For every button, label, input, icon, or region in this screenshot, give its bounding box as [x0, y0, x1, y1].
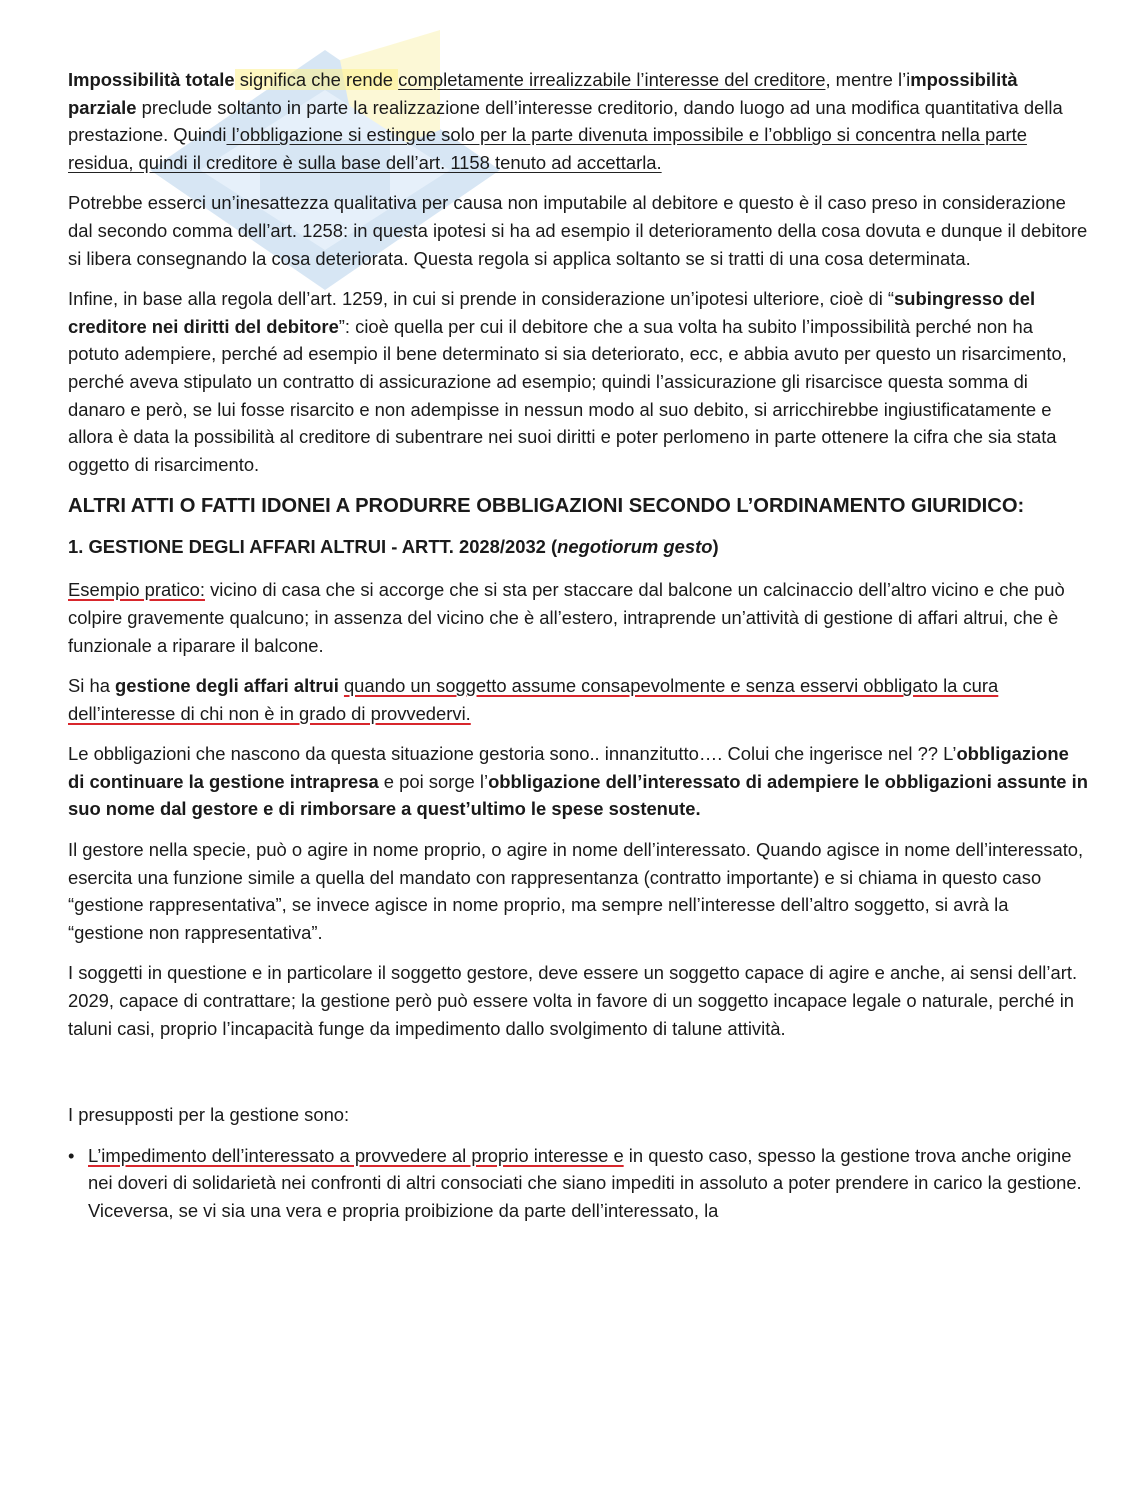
paragraph-esempio	[68, 576, 1088, 659]
underlined-text: L’impedimento dell’interessato a provvedere al proprio interesse e	[88, 1144, 624, 1166]
paragraph-presupposti: I presupposti per la gestione sono:	[68, 1104, 350, 1126]
text: Infine, in base alla regola dell’art. 1259, in cui si prende in considerazione un’ipotesi ulteriore, cioè di “	[68, 288, 895, 310]
term-obbligazione-interessato: obbligazione dell’interessato di adempiere le obbligazioni assunte in suo nome dal gestore e di rimborsare a quest’ultimo le spese sostenute.	[68, 770, 1088, 820]
text: vicino di casa che si accorge che si sta per staccare dal balcone un calcinaccio dell’altro vicino e che può colpire gravemente qualcuno; in assenza del vicino che è all’estero, intraprende un’attività di gestione di affari altrui, che è funzionale a riparare il balcone.	[68, 579, 1065, 656]
paragraph-impossibilita	[68, 66, 1088, 176]
underlined-text: l’obbligazione si estingue solo per la parte divenuta impossibile e l’obbligo si concentra nella parte residua, quindi il creditore è sulla base dell’art. 1158 tenuto ad accettarla.	[68, 124, 1027, 173]
text: , mentre l’i	[825, 69, 911, 90]
paragraph-soggetti: I soggetti in questione e in particolare il soggetto gestore, deve essere un soggetto capace di agire e anche, ai sensi dell’art. 2029, capace di contrattare; la gestione però può essere volta in favore di un soggetto incapace legale o naturale, perché in taluni casi, proprio l’incapacità funge da impedimento dallo svolgimento di talune attività.	[68, 962, 1078, 1039]
underlined-text: completamente irrealizzabile l’interesse del creditore	[398, 69, 826, 90]
term-obbligazione-continuare: obbligazione di continuare la gestione intrapresa	[68, 743, 1069, 792]
latin-term: negotiorum gesto	[557, 536, 713, 558]
paragraph-obbligazioni	[68, 740, 1088, 823]
bullet-icon: •	[68, 1144, 75, 1166]
term-impossibilita-parziale: mpossibilità parziale	[68, 69, 1018, 118]
term-impossibilita-totale: Impossibilità totale	[68, 69, 235, 90]
underlined-definition: quando un soggetto assume consapevolmente e senza esservi obbligato la cura dell’interesse di chi non è in grado di provvedervi.	[68, 675, 999, 724]
paragraph-gestore: Il gestore nella specie, può o agire in nome proprio, o agire in nome dell’interessato. Quando agisce in nome dell’interessato, esercita una funzione simile a quella del mandato con rappresentanza (contratto importante) e si chiama in questo caso “gestione rappresentativa”, se invece agisce in nome proprio, ma sempre nell’interesse dell’altro soggetto, si avrà la “gestione non rappresentativa”.	[68, 839, 1084, 943]
presupposti-list	[68, 1142, 1088, 1225]
list-item	[68, 1142, 1088, 1225]
text: preclude soltanto in parte la realizzazione dell’interesse creditorio, dando luogo ad una modifica quantitativa della prestazione. Quindi	[68, 96, 1063, 146]
text: Le obbligazioni che nascono da questa situazione gestoria sono.. innanzitutto…. Colui che ingerisce nel ?? L’	[68, 743, 957, 765]
text: )	[712, 536, 719, 558]
paragraph-definizione	[68, 672, 1088, 727]
paragraph-inesattezza: Potrebbe esserci un’inesattezza qualitativa per causa non imputabile al debitore e questo è il caso preso in considerazione dal secondo comma dell’art. 1258: in questa ipotesi si ha ad esempio il deterioramento della cosa dovuta e dunque il debitore si libera consegnando la cosa deteriorata. Questa regola si applica soltanto se si tratti di una cosa determinata.	[68, 192, 1088, 269]
section-heading: ALTRI ATTI O FATTI IDONEI A PRODURRE OBBLIGAZIONI SECONDO L’ORDINAMENTO GIURIDICO:	[68, 495, 1025, 518]
label-esempio-pratico: Esempio pratico:	[68, 579, 205, 601]
text: Si ha	[68, 675, 116, 697]
document-page	[68, 66, 1088, 1225]
paragraph-subingresso	[68, 285, 1088, 478]
term-gestione-affari-altrui: gestione degli affari altrui	[115, 675, 339, 697]
text: ”: cioè quella per cui il debitore che a sua volta ha subito l’impossibilità perché non ha potuto adempiere, perché ad esempio il bene determinato si sia deteriorato, ecc, e abbia avuto per questo un risarcimento, perché aveva stipulato un contratto di assicurazione ad esempio; quindi l’assicurazione gli risarcisce questa somma di danaro e però, se lui fosse risarcito e non adempisse in nessun modo al suo debito, si arricchirebbe ingiustificatamente e allora è data la possibilità al creditore di subentrare nei suoi diritti e poter perlomeno in parte ottenere la cifra che sia stata oggetto di risarcimento.	[68, 315, 1067, 475]
text: significa che rende	[234, 69, 399, 90]
text: 1. GESTIONE DEGLI AFFARI ALTRUI - ARTT. 2028/2032 (	[68, 536, 558, 558]
text: in questo caso, spesso la gestione trova anche origine nei doveri di solidarietà nei confronti di altri consociati che siano impediti in assoluto a poter prendere in carico la gestione. Viceversa, se vi sia una vera e propria proibizione da parte dell’interessato, la	[88, 1144, 1082, 1221]
term-subingresso: subingresso del creditore nei diritti del debitore	[68, 288, 1036, 337]
subsection-heading	[68, 533, 1088, 560]
text: e poi sorge l’	[378, 770, 489, 792]
